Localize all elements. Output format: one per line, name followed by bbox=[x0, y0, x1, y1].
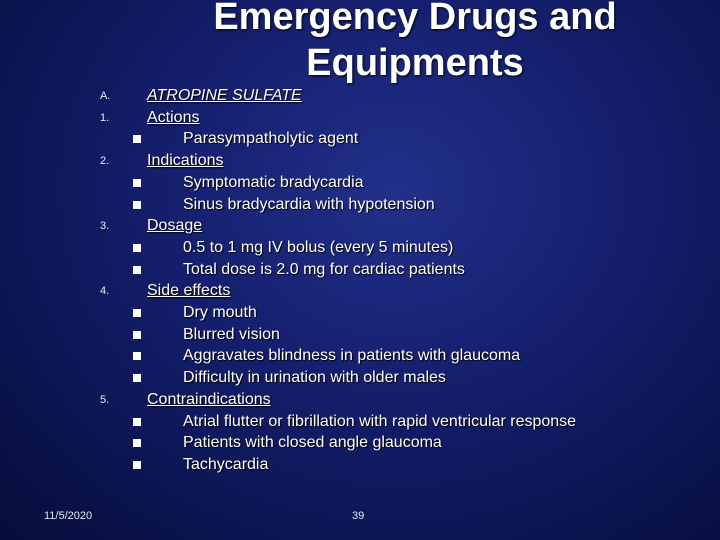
list-item bbox=[0, 345, 720, 367]
list-item-text: Difficulty in urination with older males bbox=[183, 369, 446, 387]
bullet-square-icon bbox=[133, 418, 141, 426]
list-item-text: Total dose is 2.0 mg for cardiac patients bbox=[183, 260, 465, 278]
bullet-square-icon bbox=[133, 331, 141, 339]
section-marker: 2. bbox=[100, 155, 110, 168]
section-heading-row bbox=[0, 107, 720, 129]
list-item bbox=[0, 128, 720, 150]
section-heading-row bbox=[0, 280, 720, 302]
list-item-text: Patients with closed angle glaucoma bbox=[183, 434, 442, 452]
list-item bbox=[0, 237, 720, 259]
list-item bbox=[0, 194, 720, 216]
list-item-text: Tachycardia bbox=[183, 455, 269, 473]
section-heading: Side effects bbox=[147, 282, 231, 300]
bullet-square-icon bbox=[133, 352, 141, 360]
list-item bbox=[0, 432, 720, 454]
list-item bbox=[0, 367, 720, 389]
drug-name: ATROPINE SULFATE bbox=[147, 87, 302, 104]
list-item bbox=[0, 172, 720, 194]
bullet-square-icon bbox=[133, 461, 141, 469]
list-item bbox=[0, 259, 720, 281]
list-item-text: Blurred vision bbox=[183, 325, 280, 343]
list-item-text: Atrial flutter or fibrillation with rapid ventricular response bbox=[183, 412, 577, 430]
bullet-square-icon bbox=[133, 244, 141, 252]
list-item-text: Dry mouth bbox=[183, 304, 257, 321]
list-item-text: 0.5 to 1 mg IV bolus (every 5 minutes) bbox=[183, 238, 454, 256]
section-heading: Contraindications bbox=[147, 390, 271, 408]
section-heading-row bbox=[0, 389, 720, 411]
list-item-text: Symptomatic bradycardia bbox=[183, 173, 364, 191]
list-item bbox=[0, 324, 720, 346]
drug-row bbox=[0, 85, 720, 107]
section-heading: Actions bbox=[147, 108, 200, 126]
bullet-square-icon bbox=[133, 309, 141, 317]
section-marker: 5. bbox=[100, 393, 110, 406]
section-heading: Dosage bbox=[147, 217, 203, 235]
section-marker: 3. bbox=[100, 220, 110, 233]
list-item bbox=[0, 302, 720, 324]
slide-title: Emergency Drugs and Equipments bbox=[213, 0, 617, 84]
list-item-text: Parasympatholytic agent bbox=[183, 130, 359, 148]
list-item-text: Aggravates blindness in patients with glaucoma bbox=[183, 347, 521, 365]
bullet-square-icon bbox=[133, 135, 141, 143]
slide-date: 11/5/2020 bbox=[44, 510, 93, 522]
list-item bbox=[0, 454, 720, 476]
bullet-square-icon bbox=[133, 439, 141, 447]
list-item-text: Sinus bradycardia with hypotension bbox=[183, 195, 435, 213]
page-number: 39 bbox=[352, 510, 365, 522]
section-heading: Indications bbox=[147, 152, 224, 170]
bullet-square-icon bbox=[133, 374, 141, 382]
bullet-square-icon bbox=[133, 266, 141, 274]
list-item bbox=[0, 411, 720, 433]
section-marker: 4. bbox=[100, 285, 110, 298]
bullet-square-icon bbox=[133, 179, 141, 187]
drug-marker: A. bbox=[100, 90, 111, 102]
section-marker: 1. bbox=[100, 111, 110, 124]
bullet-square-icon bbox=[133, 201, 141, 209]
section-heading-row bbox=[0, 150, 720, 172]
section-heading-row bbox=[0, 215, 720, 237]
